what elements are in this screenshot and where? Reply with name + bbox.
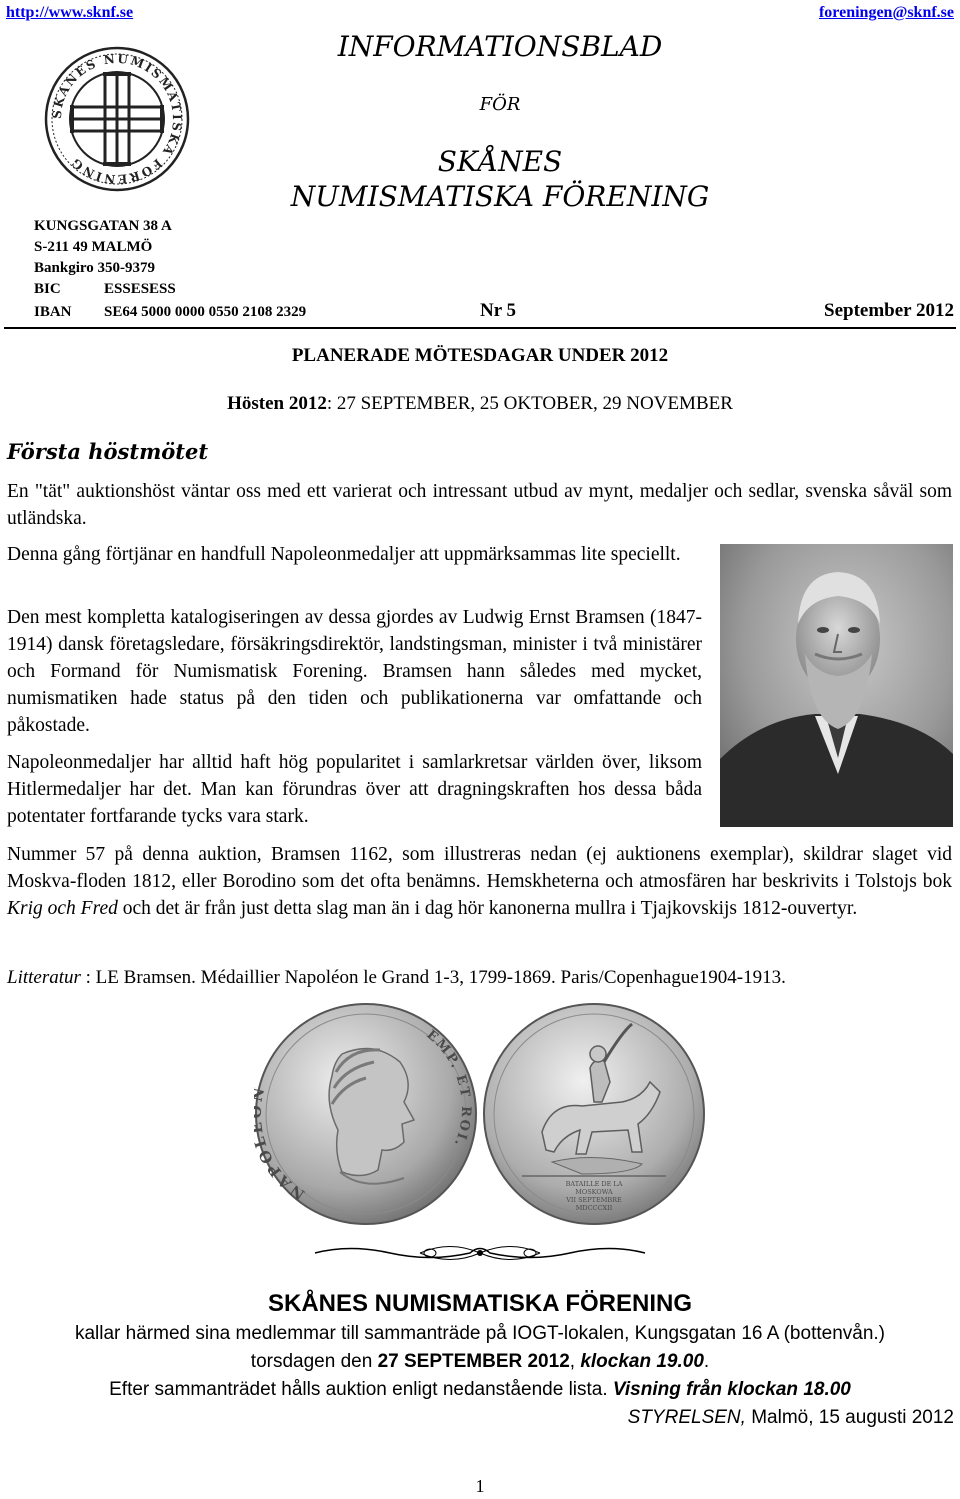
address-block (34, 216, 176, 300)
article-paragraph-1: En "tät" auktionshöst väntar oss med ett varierat och intressant utbud av mynt, medaljer och sedlar, svenska såväl som utländska. (7, 481, 952, 529)
literature-text: : LE Bramsen. Médaillier Napoléon le Grand 1-3, 1799-1869. Paris/Copenhague1904-1913. (80, 967, 786, 988)
website-link[interactable]: http://www.sknf.se (6, 4, 134, 21)
notice-signature (628, 1407, 954, 1429)
notice-line-3 (0, 1379, 960, 1401)
iban-label: IBAN (34, 304, 72, 320)
exergue-line-3: VII SEPTEMBRE (566, 1196, 622, 1204)
society-name-line1: SKÅNES (437, 145, 563, 178)
seal-icon (44, 46, 190, 192)
notice-time: klockan 19.00 (580, 1351, 704, 1372)
page-number: 1 (475, 1476, 485, 1496)
autumn-label: Hösten 2012 (227, 393, 327, 414)
signature-place-date: Malmö, 15 augusti 2012 (745, 1407, 954, 1428)
bic-label: BIC (34, 281, 61, 297)
autumn-dates: : 27 SEPTEMBER, 25 OKTOBER, 29 NOVEMBER (326, 393, 733, 414)
iban-value: SE64 5000 0000 0550 2108 2329 (104, 304, 307, 320)
book-title: Krig och Fred (7, 898, 118, 919)
seal-legend: SKANES NUMISMATISKA FORENING (49, 51, 185, 187)
medal-reverse (482, 1002, 706, 1226)
p5-text-a: Nummer 57 på denna auktion, Bramsen 1162, som illustreras nedan (ej auktionens exemplar), skildrar slaget vid Moskva-floden 1812, eller Borodino som det ofta benämns. Hemskheterna och atmosfären har beskrivits i Tolstojs bok (7, 844, 952, 892)
address-bic (34, 279, 176, 300)
society-seal-logo (44, 46, 190, 192)
notice-date: 27 SEPTEMBER 2012 (377, 1351, 570, 1372)
address-postal: S-211 49 MALMÖ (34, 239, 153, 255)
email-link[interactable]: foreningen@sknf.se (818, 4, 954, 21)
portrait-image (720, 544, 953, 827)
notice-line-2 (0, 1351, 960, 1373)
notice-viewing-time: Visning från klockan 18.00 (612, 1379, 851, 1400)
header-divider (4, 327, 956, 329)
notice-line-1: kallar härmed sina medlemmar till sammanträde på IOGT-lokalen, Kungsgatan 16 A (bottenvån.) (74, 1323, 885, 1344)
literature-label: Litteratur (7, 967, 81, 988)
notice-day: torsdagen den (250, 1351, 378, 1372)
issue-date: September 2012 (824, 300, 954, 321)
notice-heading: SKÅNES NUMISMATISKA FÖRENING (267, 1290, 692, 1317)
iban-row (34, 302, 306, 323)
exergue-line-1: BATAILLE DE LA (565, 1180, 623, 1188)
ornamental-divider (310, 1238, 650, 1268)
obverse-legend-right: EMP. ET ROI. (423, 1027, 474, 1150)
meetings-autumn (0, 393, 960, 415)
article-paragraph-4: Napoleonmedaljer har alltid haft hög popularitet i samlarkretsar världen över, liksom Hitlermedaljer har det. Man kan förundras över att dragningskraften hos dessa båda potentater fortfarande tycks vara stark. (7, 752, 702, 827)
medal-obverse-image (254, 1002, 478, 1226)
meetings-heading: PLANERADE MÖTESDAGAR UNDER 2012 (291, 345, 669, 366)
article-paragraph-5 (7, 841, 952, 922)
newsletter-title: INFORMATIONSBLAD (337, 30, 663, 63)
address-bankgiro: Bankgiro 350-9379 (34, 260, 155, 276)
address-street: KUNGSGATAN 38 A (34, 218, 172, 234)
notice-sep: , (569, 1351, 581, 1372)
signature-board: STYRELSEN, (627, 1407, 746, 1428)
literature-reference (7, 964, 786, 991)
notice-end: . (703, 1351, 710, 1372)
flourish-icon (310, 1238, 650, 1268)
exergue-line-2: MOSKOWA (575, 1188, 613, 1196)
notice-auction-text: Efter sammanträdet hålls auktion enligt nedanstående lista. (109, 1379, 613, 1400)
medal-reverse-image (482, 1002, 706, 1226)
title-for: FÖR (479, 94, 521, 115)
issue-number: Nr 5 (480, 300, 517, 321)
society-name-line2: NUMISMATISKA FÖRENING (290, 180, 710, 213)
article-paragraph-3: Den mest kompletta katalogiseringen av dessa gjordes av Ludwig Ernst Bramsen (1847-1914) dansk företagsledare, försäkringsdirektör, landstingsman, minister i två ministärer och Formand för Numismatisk Forening. Bramsen hann således med mycket, numismatiken hade status på den tiden och publikationerna var omfattande och påkostade. (7, 607, 702, 736)
p5-text-b: och det är från just detta slag man än i dag hör kanonerna mullra i Tjajkovskijs 1812-ouvertyr. (117, 898, 858, 919)
section-title: Första höstmötet (7, 439, 209, 464)
bramsen-portrait-photo (720, 544, 953, 827)
obverse-legend-left: NAPO (254, 1144, 309, 1204)
exergue-line-4: MDCCCXII (575, 1204, 613, 1212)
bic-value: ESSESESS (104, 281, 176, 297)
article-paragraph-2: Denna gång förtjänar en handfull Napoleonmedaljer att uppmärksammas lite speciellt. (7, 544, 681, 565)
medal-obverse (254, 1002, 478, 1226)
